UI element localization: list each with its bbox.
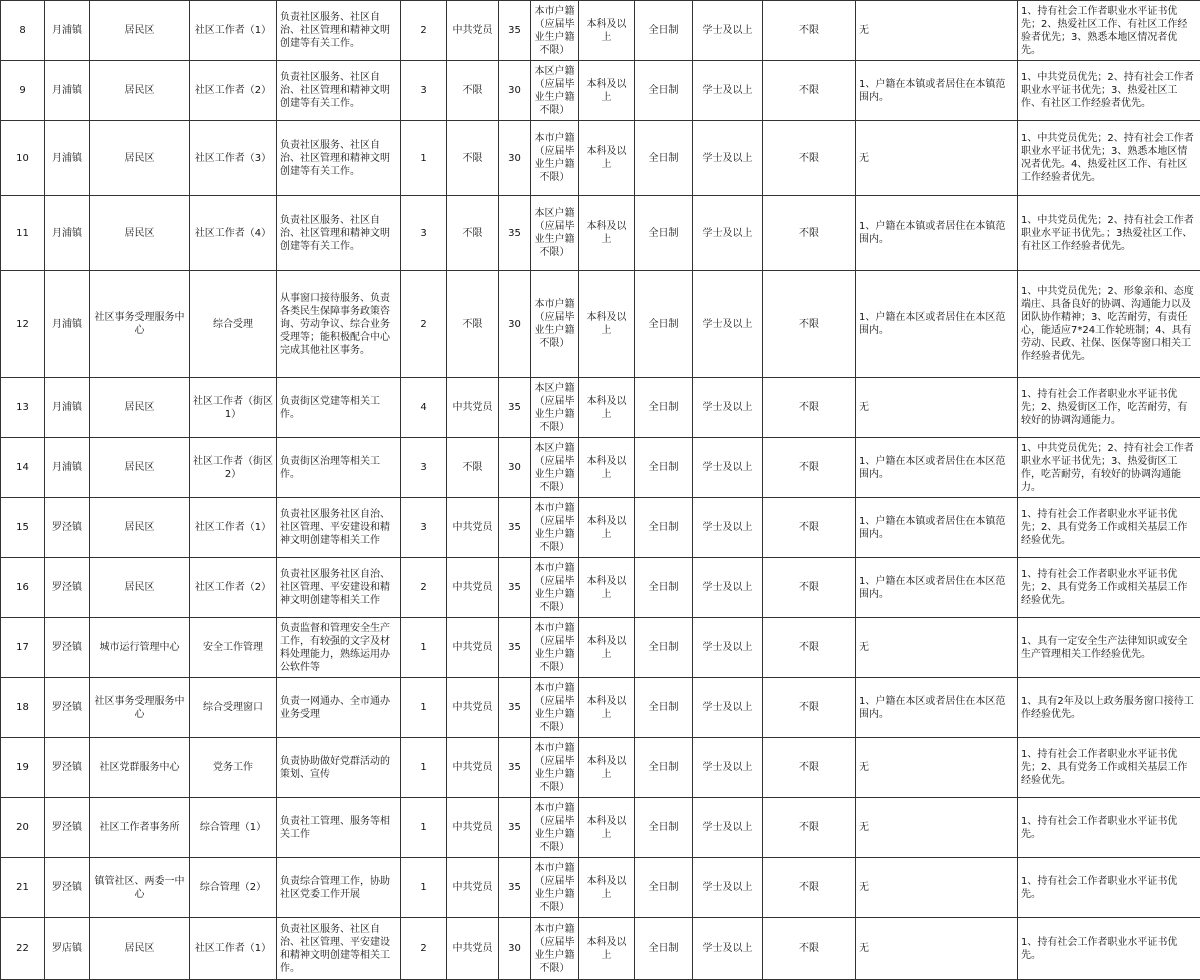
education-cell: 本科及以上 [579, 738, 635, 798]
unit-cell: 居民区 [90, 61, 190, 121]
row-number: 13 [1, 378, 45, 438]
politics-cell: 中共党员 [447, 858, 499, 918]
age-cell: 35 [499, 798, 531, 858]
table-row [1, 858, 1200, 918]
town-cell: 月浦镇 [45, 61, 90, 121]
education-cell: 本科及以上 [579, 271, 635, 378]
town-cell: 月浦镇 [45, 196, 90, 271]
post-cell: 安全工作管理 [190, 618, 277, 678]
study-mode-cell: 全日制 [635, 498, 693, 558]
duty-cell: 负责社区服务社区自治、社区管理、平安建设和精神文明创建等相关工作 [277, 558, 401, 618]
politics-cell: 中共党员 [447, 738, 499, 798]
unit-cell: 社区工作者事务所 [90, 798, 190, 858]
requirement-cell: 无 [856, 738, 1018, 798]
post-cell: 综合受理窗口 [190, 678, 277, 738]
town-cell: 月浦镇 [45, 1, 90, 61]
politics-cell: 中共党员 [447, 798, 499, 858]
study-mode-cell: 全日制 [635, 1, 693, 61]
town-cell: 月浦镇 [45, 121, 90, 196]
degree-cell: 学士及以上 [693, 858, 763, 918]
requirement-cell: 1、户籍在本镇或者居住在本镇范围内。 [856, 196, 1018, 271]
table-row [1, 738, 1200, 798]
huji-cell: 本区户籍（应届毕业生户籍不限） [531, 378, 579, 438]
other-condition-cell: 1、持有社会工作者职业水平证书优先。 [1018, 858, 1200, 918]
politics-cell: 中共党员 [447, 558, 499, 618]
post-cell: 社区工作者（2） [190, 558, 277, 618]
row-number: 14 [1, 438, 45, 498]
duty-cell: 负责社区服务、社区自治、社区管理和精神文明创建等有关工作。 [277, 1, 401, 61]
unit-cell: 社区党群服务中心 [90, 738, 190, 798]
count-cell: 3 [401, 196, 447, 271]
education-cell: 本科及以上 [579, 378, 635, 438]
huji-cell: 本市户籍（应届毕业生户籍不限） [531, 798, 579, 858]
huji-cell: 本市户籍（应届毕业生户籍不限） [531, 498, 579, 558]
table-row [1, 196, 1200, 271]
row-number: 20 [1, 798, 45, 858]
age-cell: 35 [499, 196, 531, 271]
duty-cell: 负责社区服务、社区自治、社区管理和精神文明创建等有关工作。 [277, 61, 401, 121]
study-mode-cell: 全日制 [635, 271, 693, 378]
major-cell: 不限 [763, 196, 856, 271]
town-cell: 月浦镇 [45, 378, 90, 438]
huji-cell: 本市户籍（应届毕业生户籍不限） [531, 618, 579, 678]
post-cell: 社区工作者（街区1） [190, 378, 277, 438]
count-cell: 4 [401, 378, 447, 438]
education-cell: 本科及以上 [579, 61, 635, 121]
major-cell: 不限 [763, 1, 856, 61]
education-cell: 本科及以上 [579, 1, 635, 61]
major-cell: 不限 [763, 438, 856, 498]
major-cell: 不限 [763, 121, 856, 196]
post-cell: 社区工作者（3） [190, 121, 277, 196]
other-condition-cell: 1、持有社会工作者职业水平证书优先；2、具有党务工作或相关基层工作经验优先。 [1018, 738, 1200, 798]
huji-cell: 本市户籍（应届毕业生户籍不限） [531, 738, 579, 798]
education-cell: 本科及以上 [579, 918, 635, 980]
politics-cell: 不限 [447, 271, 499, 378]
table-row [1, 618, 1200, 678]
degree-cell: 学士及以上 [693, 558, 763, 618]
row-number: 21 [1, 858, 45, 918]
row-number: 17 [1, 618, 45, 678]
age-cell: 35 [499, 1, 531, 61]
politics-cell: 中共党员 [447, 678, 499, 738]
requirement-cell: 无 [856, 121, 1018, 196]
count-cell: 3 [401, 438, 447, 498]
education-cell: 本科及以上 [579, 438, 635, 498]
town-cell: 罗泾镇 [45, 558, 90, 618]
age-cell: 35 [499, 498, 531, 558]
education-cell: 本科及以上 [579, 618, 635, 678]
degree-cell: 学士及以上 [693, 618, 763, 678]
duty-cell: 负责社工管理、服务等相关工作 [277, 798, 401, 858]
education-cell: 本科及以上 [579, 858, 635, 918]
huji-cell: 本市户籍（应届毕业生户籍不限） [531, 1, 579, 61]
town-cell: 罗泾镇 [45, 858, 90, 918]
post-cell: 综合管理（2） [190, 858, 277, 918]
other-condition-cell: 1、中共党员优先；2、持有社会工作者职业水平证书优先。；3热爱社区工作、有社区工作经验者优先。 [1018, 196, 1200, 271]
town-cell: 罗泾镇 [45, 678, 90, 738]
duty-cell: 负责社区服务、社区自治、社区管理和精神文明创建等有关工作。 [277, 121, 401, 196]
duty-cell: 负责街区治理等相关工作。 [277, 438, 401, 498]
unit-cell: 居民区 [90, 196, 190, 271]
count-cell: 2 [401, 271, 447, 378]
table-row [1, 678, 1200, 738]
row-number: 16 [1, 558, 45, 618]
table-body [1, 1, 1200, 980]
unit-cell: 城市运行管理中心 [90, 618, 190, 678]
unit-cell: 社区事务受理服务中心 [90, 678, 190, 738]
row-number: 15 [1, 498, 45, 558]
town-cell: 月浦镇 [45, 271, 90, 378]
huji-cell: 本区户籍（应届毕业生户籍不限） [531, 438, 579, 498]
town-cell: 罗泾镇 [45, 498, 90, 558]
post-cell: 综合受理 [190, 271, 277, 378]
other-condition-cell: 1、持有社会工作者职业水平证书优先；2、热爱社区工作、有社区工作经验者优先；3、熟悉本地区情况者优先。 [1018, 1, 1200, 61]
count-cell: 3 [401, 498, 447, 558]
major-cell: 不限 [763, 618, 856, 678]
table-row [1, 558, 1200, 618]
post-cell: 社区工作者（1） [190, 918, 277, 980]
major-cell: 不限 [763, 798, 856, 858]
politics-cell: 不限 [447, 61, 499, 121]
degree-cell: 学士及以上 [693, 498, 763, 558]
age-cell: 35 [499, 378, 531, 438]
post-cell: 社区工作者（1） [190, 1, 277, 61]
table-row [1, 1, 1200, 61]
major-cell: 不限 [763, 498, 856, 558]
row-number: 22 [1, 918, 45, 980]
duty-cell: 负责街区党建等相关工作。 [277, 378, 401, 438]
major-cell: 不限 [763, 678, 856, 738]
post-cell: 社区工作者（街区2） [190, 438, 277, 498]
requirement-cell: 无 [856, 798, 1018, 858]
count-cell: 1 [401, 798, 447, 858]
huji-cell: 本市户籍（应届毕业生户籍不限） [531, 918, 579, 980]
requirement-cell: 无 [856, 858, 1018, 918]
degree-cell: 学士及以上 [693, 1, 763, 61]
education-cell: 本科及以上 [579, 798, 635, 858]
politics-cell: 中共党员 [447, 1, 499, 61]
duty-cell: 负责社区服务、社区自治、社区管理和精神文明创建等有关工作。 [277, 196, 401, 271]
unit-cell: 居民区 [90, 378, 190, 438]
requirement-cell: 无 [856, 918, 1018, 980]
politics-cell: 中共党员 [447, 498, 499, 558]
town-cell: 罗泾镇 [45, 738, 90, 798]
major-cell: 不限 [763, 738, 856, 798]
other-condition-cell: 1、具有2年及以上政务服务窗口接待工作经验优先。 [1018, 678, 1200, 738]
age-cell: 35 [499, 738, 531, 798]
age-cell: 35 [499, 558, 531, 618]
study-mode-cell: 全日制 [635, 858, 693, 918]
politics-cell: 不限 [447, 121, 499, 196]
table-row [1, 918, 1200, 980]
study-mode-cell: 全日制 [635, 678, 693, 738]
study-mode-cell: 全日制 [635, 798, 693, 858]
study-mode-cell: 全日制 [635, 61, 693, 121]
unit-cell: 居民区 [90, 558, 190, 618]
duty-cell: 负责综合管理工作，协助社区党委工作开展 [277, 858, 401, 918]
major-cell: 不限 [763, 918, 856, 980]
education-cell: 本科及以上 [579, 196, 635, 271]
study-mode-cell: 全日制 [635, 378, 693, 438]
politics-cell: 中共党员 [447, 918, 499, 980]
unit-cell: 居民区 [90, 918, 190, 980]
age-cell: 30 [499, 271, 531, 378]
other-condition-cell: 1、中共党员优先；2、持有社会工作者职业水平证书优先；3、热爱社区工作、有社区工作经验者优先。 [1018, 61, 1200, 121]
row-number: 18 [1, 678, 45, 738]
huji-cell: 本市户籍（应届毕业生户籍不限） [531, 858, 579, 918]
study-mode-cell: 全日制 [635, 196, 693, 271]
degree-cell: 学士及以上 [693, 678, 763, 738]
politics-cell: 中共党员 [447, 378, 499, 438]
count-cell: 3 [401, 61, 447, 121]
study-mode-cell: 全日制 [635, 438, 693, 498]
age-cell: 30 [499, 61, 531, 121]
requirement-cell: 1、户籍在本区或者居住在本区范围内。 [856, 438, 1018, 498]
requirement-cell: 1、户籍在本镇或者居住在本镇范围内。 [856, 498, 1018, 558]
degree-cell: 学士及以上 [693, 121, 763, 196]
duty-cell: 负责社区服务、社区自治、社区管理、平安建设和精神文明创建等相关工作。 [277, 918, 401, 980]
other-condition-cell: 1、持有社会工作者职业水平证书优先；2、热爱街区工作，吃苦耐劳，有较好的协调沟通能力。 [1018, 378, 1200, 438]
requirement-cell: 无 [856, 1, 1018, 61]
requirement-cell: 1、户籍在本区或者居住在本区范围内。 [856, 271, 1018, 378]
major-cell: 不限 [763, 271, 856, 378]
town-cell: 罗泾镇 [45, 798, 90, 858]
huji-cell: 本市户籍（应届毕业生户籍不限） [531, 558, 579, 618]
duty-cell: 负责一网通办、全市通办业务受理 [277, 678, 401, 738]
requirement-cell: 1、户籍在本区或者居住在本区范围内。 [856, 558, 1018, 618]
row-number: 11 [1, 196, 45, 271]
count-cell: 1 [401, 618, 447, 678]
major-cell: 不限 [763, 858, 856, 918]
other-condition-cell: 1、持有社会工作者职业水平证书优先；2、具有党务工作或相关基层工作经验优先。 [1018, 558, 1200, 618]
age-cell: 30 [499, 918, 531, 980]
duty-cell: 从事窗口接待服务、负责各类民生保障事务政策咨询、劳动争议、综合业务受理等；能积极配合中心完成其他社区事务。 [277, 271, 401, 378]
huji-cell: 本区户籍（应届毕业生户籍不限） [531, 196, 579, 271]
huji-cell: 本市户籍（应届毕业生户籍不限） [531, 271, 579, 378]
politics-cell: 不限 [447, 196, 499, 271]
education-cell: 本科及以上 [579, 498, 635, 558]
requirement-cell: 无 [856, 378, 1018, 438]
row-number: 8 [1, 1, 45, 61]
huji-cell: 本区户籍（应届毕业生户籍不限） [531, 61, 579, 121]
study-mode-cell: 全日制 [635, 558, 693, 618]
table-row [1, 271, 1200, 378]
table-row [1, 378, 1200, 438]
degree-cell: 学士及以上 [693, 196, 763, 271]
education-cell: 本科及以上 [579, 121, 635, 196]
huji-cell: 本市户籍（应届毕业生户籍不限） [531, 678, 579, 738]
study-mode-cell: 全日制 [635, 618, 693, 678]
politics-cell: 中共党员 [447, 618, 499, 678]
post-cell: 综合管理（1） [190, 798, 277, 858]
major-cell: 不限 [763, 61, 856, 121]
row-number: 9 [1, 61, 45, 121]
other-condition-cell: 1、中共党员优先；2、持有社会工作者职业水平证书优先；3、熟悉本地区情况者优先。4、热爱社区工作、有社区工作经验者优先。 [1018, 121, 1200, 196]
other-condition-cell: 1、中共党员优先；2、形象亲和、态度端庄、具备良好的协调、沟通能力以及团队协作精神；3、吃苦耐劳，有责任心，能适应7*24工作轮班制；4、具有劳动、民政、社保、医保等窗口相关工作经验者优先。 [1018, 271, 1200, 378]
requirement-cell: 无 [856, 618, 1018, 678]
count-cell: 1 [401, 858, 447, 918]
unit-cell: 居民区 [90, 498, 190, 558]
unit-cell: 居民区 [90, 438, 190, 498]
count-cell: 2 [401, 558, 447, 618]
degree-cell: 学士及以上 [693, 61, 763, 121]
degree-cell: 学士及以上 [693, 271, 763, 378]
row-number: 12 [1, 271, 45, 378]
row-number: 19 [1, 738, 45, 798]
duty-cell: 负责社区服务社区自治、社区管理、平安建设和精神文明创建等相关工作 [277, 498, 401, 558]
count-cell: 1 [401, 678, 447, 738]
post-cell: 社区工作者（1） [190, 498, 277, 558]
table-row [1, 61, 1200, 121]
age-cell: 30 [499, 438, 531, 498]
duty-cell: 负责协助做好党群活动的策划、宣传 [277, 738, 401, 798]
study-mode-cell: 全日制 [635, 121, 693, 196]
table-row [1, 798, 1200, 858]
town-cell: 月浦镇 [45, 438, 90, 498]
post-cell: 社区工作者（4） [190, 196, 277, 271]
row-number: 10 [1, 121, 45, 196]
requirement-cell: 1、户籍在本镇或者居住在本镇范围内。 [856, 61, 1018, 121]
degree-cell: 学士及以上 [693, 798, 763, 858]
other-condition-cell: 1、中共党员优先；2、持有社会工作者职业水平证书优先；3、热爱街区工作，吃苦耐劳，有较好的协调沟通能力。 [1018, 438, 1200, 498]
other-condition-cell: 1、持有社会工作者职业水平证书优先；2、具有党务工作或相关基层工作经验优先。 [1018, 498, 1200, 558]
age-cell: 30 [499, 121, 531, 196]
count-cell: 2 [401, 1, 447, 61]
degree-cell: 学士及以上 [693, 438, 763, 498]
degree-cell: 学士及以上 [693, 378, 763, 438]
table-row [1, 121, 1200, 196]
study-mode-cell: 全日制 [635, 738, 693, 798]
politics-cell: 不限 [447, 438, 499, 498]
degree-cell: 学士及以上 [693, 738, 763, 798]
post-cell: 党务工作 [190, 738, 277, 798]
table-row [1, 438, 1200, 498]
age-cell: 35 [499, 858, 531, 918]
town-cell: 罗泾镇 [45, 618, 90, 678]
count-cell: 2 [401, 918, 447, 980]
education-cell: 本科及以上 [579, 558, 635, 618]
other-condition-cell: 1、持有社会工作者职业水平证书优先。 [1018, 798, 1200, 858]
duty-cell: 负责监督和管理安全生产工作，有较强的文字及材料处理能力，熟练运用办公软件等 [277, 618, 401, 678]
major-cell: 不限 [763, 558, 856, 618]
unit-cell: 居民区 [90, 121, 190, 196]
count-cell: 1 [401, 121, 447, 196]
huji-cell: 本市户籍（应届毕业生户籍不限） [531, 121, 579, 196]
count-cell: 1 [401, 738, 447, 798]
post-cell: 社区工作者（2） [190, 61, 277, 121]
education-cell: 本科及以上 [579, 678, 635, 738]
degree-cell: 学士及以上 [693, 918, 763, 980]
unit-cell: 镇管社区、两委一中心 [90, 858, 190, 918]
other-condition-cell: 1、持有社会工作者职业水平证书优先。 [1018, 918, 1200, 980]
requirement-cell: 1、户籍在本区或者居住在本区范围内。 [856, 678, 1018, 738]
major-cell: 不限 [763, 378, 856, 438]
town-cell: 罗店镇 [45, 918, 90, 980]
age-cell: 35 [499, 618, 531, 678]
unit-cell: 社区事务受理服务中心 [90, 271, 190, 378]
age-cell: 35 [499, 678, 531, 738]
table-row [1, 498, 1200, 558]
unit-cell: 居民区 [90, 1, 190, 61]
study-mode-cell: 全日制 [635, 918, 693, 980]
other-condition-cell: 1、具有一定安全生产法律知识或安全生产管理相关工作经验优先。 [1018, 618, 1200, 678]
